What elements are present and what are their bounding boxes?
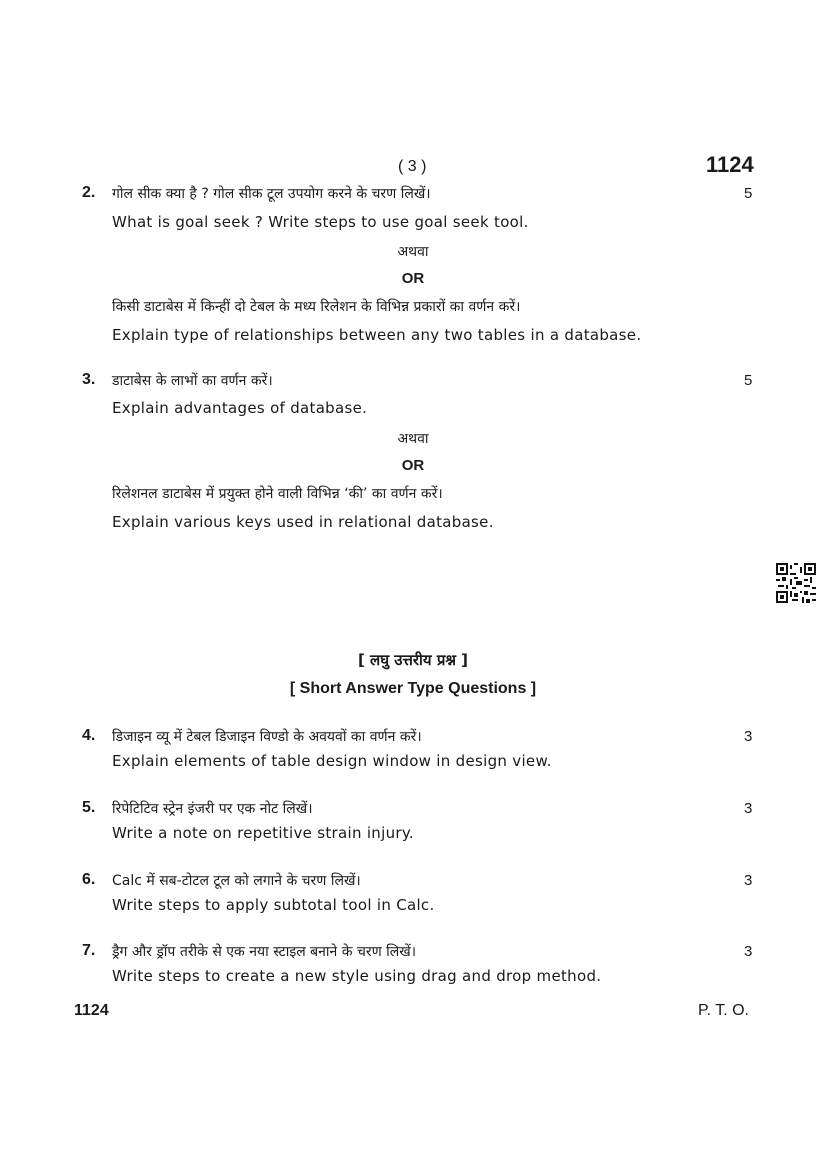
question-text-hindi: रिपेटिटिव स्ट्रेन इंजरी पर एक नोट लिखें। — [112, 801, 313, 817]
qr-code-icon — [776, 563, 816, 603]
alternate-question-hindi: रिलेशनल डाटाबेस में प्रयुक्त होने वाली विभिन्न ‘की’ का वर्णन करें। — [112, 486, 443, 502]
alternate-question-hindi: किसी डाटाबेस में किन्हीं दो टेबल के मध्य रिलेशन के विभिन्न प्रकारों का वर्णन करें। — [112, 299, 521, 315]
question-marks: 5 — [744, 372, 753, 389]
question-text-english: Write a note on repetitive strain injury. — [112, 824, 414, 842]
question-text-hindi: डिजाइन व्यू में टेबल डिजाइन विण्डो के अवयवों का वर्णन करें। — [112, 729, 422, 745]
question-text-hindi: ड्रैग और ड्रॉप तरीके से एक नया स्टाइल बनाने के चरण लिखें। — [112, 944, 417, 960]
question-marks: 3 — [744, 800, 753, 817]
or-divider-english: OR — [401, 457, 425, 474]
question-marks: 3 — [744, 728, 753, 745]
question-number: 2. — [82, 184, 96, 201]
question-marks: 3 — [744, 943, 753, 960]
question-text-hindi: गोल सीक क्या है ? गोल सीक टूल उपयोग करने के चरण लिखें। — [112, 186, 431, 202]
question-text-english: Explain elements of table design window in design view. — [112, 752, 552, 770]
question-text-english: Explain advantages of database. — [112, 399, 368, 417]
page-number: ( 3 ) — [398, 158, 427, 175]
or-divider-hindi: अथवा — [397, 431, 429, 447]
section-title-hindi: [ लघु उत्तरीय प्रश्न ] — [357, 651, 469, 669]
question-text-hindi: Calc में सब-टोटल टूल को लगाने के चरण लिखें। — [112, 873, 361, 889]
paper-code-header: 1124 — [706, 152, 754, 177]
section-title-english: [ Short Answer Type Questions ] — [289, 680, 537, 697]
question-text-english: Write steps to apply subtotal tool in Calc. — [112, 896, 435, 914]
alternate-question-english: Explain various keys used in relational database. — [112, 513, 494, 531]
question-text-hindi: डाटाबेस के लाभों का वर्णन करें। — [112, 373, 273, 389]
question-marks: 3 — [744, 872, 753, 889]
question-text-english: What is goal seek ? Write steps to use goal seek tool. — [112, 213, 529, 231]
question-number: 4. — [82, 727, 96, 744]
question-marks: 5 — [744, 185, 753, 202]
question-number: 3. — [82, 371, 96, 388]
question-text-english: Write steps to create a new style using drag and drop method. — [112, 967, 602, 985]
question-number: 7. — [82, 942, 96, 959]
question-number: 6. — [82, 871, 96, 888]
alternate-question-english: Explain type of relationships between any two tables in a database. — [112, 326, 642, 344]
question-number: 5. — [82, 799, 96, 816]
please-turn-over: P. T. O. — [698, 1002, 749, 1019]
or-divider-english: OR — [401, 270, 425, 287]
or-divider-hindi: अथवा — [397, 244, 429, 260]
paper-code-footer: 1124 — [74, 1002, 109, 1019]
